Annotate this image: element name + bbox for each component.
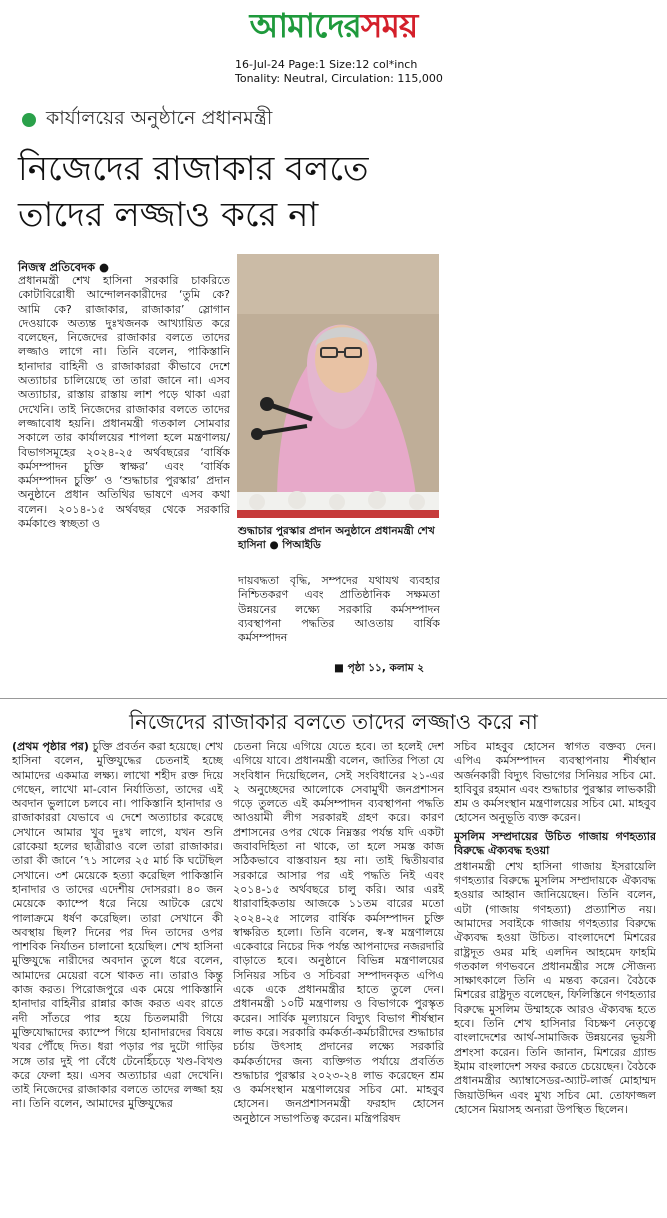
- photo-caption: শুদ্ধাচার পুরস্কার প্রদান অনুষ্ঠানে প্রধানমন্ত্রী শেখ হাসিনা ● পিআইডি: [238, 525, 435, 551]
- col3-top-text: সচিব মাহবুব হোসেন স্বাগত বক্তব্য দেন। এপিএ কর্মসম্পাদন ব্যবস্থাপনায় শীর্ষস্থান অর্জনকারী বিদ্যুৎ বিভাগের সিনিয়র সচিব মো. হাবিবুর রহমান এবং শুদ্ধাচার পুরস্কার লাভকারী শ্রম ও কর্মসংস্থান মন্ত্রণালয়ের সচিব মো. মাহবুব হোসেন অনুভূতি ব্যক্ত করেন।: [454, 740, 656, 825]
- photo: [237, 254, 439, 518]
- lead-text: প্রধানমন্ত্রী শেখ হাসিনা সরকারি চাকরিতে কোটাবিরোধী আন্দোলনকারীদের ‘তুমি কে? আমি কে? রাজাকার, রাজাকার’ স্লোগান দেওয়াকে অত্যন্ত দুঃখজনক আখ্যায়িত করে বলেছেন, নিজেদের রাজাকার বলতে তাদের লজ্জাও লাগে না। তিনি বলেন, পাকিস্তানি হানাদার বাহিনী ও রাজাকাররা কীভাবে দেশে অত্যাচার চালিয়েছে তা তারা জানে না। এসব অত্যাচার, রাস্তায় রাস্তায় লাশ পড়ে থাকা এরা দেখেনি। তাই নিজেদের রাজাকার বলতে তাদের লজ্জাবোধ হয়নি। প্রধানমন্ত্রী গতকাল সোমবার সকালে তার কার্যালয়ের শাপলা হলে মন্ত্রণালয়/বিভাগসমূহের ২০২৪-২৫ অর্থবছরের ‘বার্ষিক কর্মসম্পাদন চুক্তি স্বাক্ষর’ এবং ‘বার্ষিক কর্মসম্পাদন চুক্তি’ ও ‘শুদ্ধাচার পুরস্কার’ প্রদান অনুষ্ঠানে প্রধান অতিথির ভাষণে এসব কথা বলেন। ২০১৪-১৫ অর্থবছর থেকে সরকারি কর্মকাণ্ডে স্বচ্ছতা ও: [18, 274, 230, 531]
- masthead-part1: আমাদের: [249, 6, 361, 45]
- bullet-dot-icon: [22, 113, 36, 127]
- jump-reference: ■ পৃষ্ঠা ১১, কলাম ২: [330, 661, 424, 678]
- continuation-column-1: [12, 740, 223, 1208]
- from-page-label: (প্রথম পৃষ্ঠার পর): [12, 740, 89, 753]
- lead-column: [18, 274, 230, 672]
- masthead: [0, 0, 667, 45]
- col2-text: চেতনা নিয়ে এগিয়ে যেতে হবে। তা হলেই দেশ এগিয়ে যাবে। প্রধানমন্ত্রী বলেন, জাতির পিতা যে সংবিধান দিয়েছিলেন, সেই সংবিধানের ২১-এর ২ অনুচ্ছেদের আলোকে সেবামুখী জনপ্রশাসন গড়ে তুলতে এই কর্মসম্পাদন ব্যবস্থাপনা পদ্ধতি আওয়ামী লীগ সরকারই গ্রহণ করে। কারণ প্রশাসনের ওপর থেকে নিম্নস্তর পর্যন্ত যদি একটা জবাবদিহিতা না থাকে, তা হলে সমস্ত কাজ সঠিকভাবে বাস্তবায়ন হয় না। তাই দ্বিতীয়বার সরকারে আসার পর এই পদ্ধতি নিই এবং ২০১৪-১৫ অর্থবছরে চালু করি। আর এরই ধারাবাহিকতায় আজকে ১১তম বারের মতো ২০২৪-২৫ সালের বার্ষিক কর্মসম্পাদন চুক্তি স্বাক্ষরিত হলো। তিনি বলেন, স্ব-স্ব মন্ত্রণালয়ে একেবারে নিচের দিক পর্যন্ত আপনাদের নজরদারি বাড়াতে হবে। অনুষ্ঠানে বিভিন্ন মন্ত্রণালয়ের সিনিয়র সচিব ও সচিবরা সম্পাদনকৃত এপিএ একে একে প্রধানমন্ত্রীর হাতে তুলে দেন। প্রধানমন্ত্রী ১০টি মন্ত্রণালয় ও বিভাগকে পুরস্কৃত করেন। সার্বিক মূল্যায়নে বিদ্যুৎ বিভাগ শীর্ষস্থান লাভ করে। সরকারি কর্মকর্তা-কর্মচারীদের শুদ্ধাচার চর্চায় উৎসাহ প্রদানের লক্ষ্যে সরকারি কর্মকর্তাদের জন্য ব্যক্তিগত পর্যায়ে প্রবর্তিত শুদ্ধাচার পুরস্কার ২০২৩-২৪ লাভ করেছেন শ্রম ও কর্মসংস্থান মন্ত্রণালয়ের সচিব মো. মাহবুব হোসেন। জনপ্রশাসনমন্ত্রী ফরহাদ হোসেন অনুষ্ঠানে সভাপতিত্ব করেন। মন্ত্রিপরিষদ: [233, 740, 444, 1125]
- clipping-meta: [235, 58, 515, 86]
- kicker: [22, 106, 442, 134]
- meta-line2: Tonality: Neutral, Circulation: 115,000: [235, 72, 443, 85]
- prime-minister-photo-icon: [237, 254, 439, 518]
- col1-text: চুক্তি প্রবর্তন করা হয়েছে। শেখ হাসিনা বলেন, মুক্তিযুদ্ধের চেতনাই হচ্ছে আমাদের একমাত্র লক্ষ্য। লাখো শহীদ রক্ত দিয়ে গেছেন, লাখো মা-বোন নির্যাতিতা, তাদের এই অবদান ভুলালে চলবে না। পাকিস্তানি হানাদার ও রাজাকাররা যেভাবে এ দেশে অত্যাচার করেছে সেখানে আমার খুব দুঃখ লাগে, যখন শুনি রোকেয়া হলের ছাত্রীরাও বলে তারা রাজাকার। তারা কী জানে ’৭১ সালের ২৫ মার্চ কি ঘটেছিল সেখানে। ৩শ মেয়েকে হত্যা করেছিল পাকিস্তানি হানাদার ও তাদের এদেশীয় দোসররা। ৪০ জন মেয়েকে ক্যাম্পে ধরে নিয়ে আটকে রেখে পালাক্রমে ধর্ষণ করেছিল। তারা সেখানে কী অবস্থায় ছিল? দিনের পর দিন তাদের ওপর পাশবিক নির্যাতন চালানো হয়েছিল। শেখ হাসিনা মুক্তিযুদ্ধে নারীদের অবদান তুলে ধরে বলেন, আমাদের মেয়েরা বসে থাকত না। তারাও কিন্তু কাজ করত। পিরোজপুরে এক মেয়ে পাকিস্তানি হানাদার বাহিনীর রান্নার কাজ করত এবং রাতে নদী সাঁতরে পার হয়ে চিতলমারী গিয়ে মুক্তিযোদ্ধাদের ক্যাম্পে গিয়ে হানাদারদের বিষয়ে খবর পৌঁছে দিত। ধরা পড়ার পর দুটো গাড়ির সঙ্গে তার দুই পা বেঁধে টেনেহিঁচড়ে খণ্ড-বিখণ্ড করে ফেলা হয়। এসব অত্যাচার এরা দেখেনি। তাই নিজেদের রাজাকার বলতে তাদের লজ্জা হয় না। তিনি বলেন, আমাদের মুক্তিযুদ্ধের: [12, 740, 223, 1111]
- lead-cont-text: দায়বদ্ধতা বৃদ্ধি, সম্পদের যথাযথ ব্যবহার নিশ্চিতকরণ এবং প্রাতিষ্ঠানিক সক্ষমতা উন্নয়নের লক্ষ্যে সরকারি কর্মসম্পাদন ব্যবস্থাপনা পদ্ধতির আওতায় বার্ষিক কর্মসম্পাদন: [238, 574, 440, 645]
- subhead: মুসলিম সম্প্রদায়ের উচিত গাজায় গণহত্যার বিরুদ্ধে ঐক্যবদ্ধ হওয়া: [454, 829, 656, 857]
- continuation-column-2: [233, 740, 444, 1208]
- meta-line1: 16-Jul-24 Page:1 Size:12 col*inch: [235, 58, 418, 71]
- headline-line1: নিজেদের রাজাকার বলতে: [18, 149, 369, 189]
- kicker-text: কার্যালয়ের অনুষ্ঠানে প্রধানমন্ত্রী: [46, 107, 273, 129]
- continuation-headline: নিজেদের রাজাকার বলতে তাদের লজ্জাও করে না: [129, 710, 538, 734]
- continuation-column-3: [454, 740, 656, 1208]
- headline-line2: তাদের লজ্জাও করে না: [18, 195, 319, 235]
- masthead-part2: সময়: [360, 6, 418, 45]
- section-divider: [0, 698, 667, 699]
- col3-bottom-text: প্রধানমন্ত্রী শেখ হাসিনা গাজায় ইসরায়েলি গণহত্যার বিরুদ্ধে মুসলিম সম্প্রদায়কে ঐক্যবদ্ধ হওয়ার আহ্বান জানিয়েছেন। তিনি বলেন, এটা (গাজায় গণহত্যা) প্রত্যাশিত নয়। আমাদের সবাইকে গাজায় গণহত্যার বিরুদ্ধে ঐক্যবদ্ধ হওয়া উচিত। বাংলাদেশে মিশরের রাষ্ট্রদূত ওমর মহি এলদিন আহমেদ ফাহমি গতকাল গণভবনে প্রধানমন্ত্রীর সঙ্গে সৌজন্য সাক্ষাৎকালে তিনি এ মন্তব্য করেন। বৈঠকে মিশরের রাষ্ট্রদূত বলেছেন, ফিলিস্তিনে গণহত্যার বিরুদ্ধে মুসলিম উম্মাহকে আরও ঐক্যবদ্ধ হতে হবে। তিনি শেখ হাসিনার বিচক্ষণ নেতৃত্বে বাংলাদেশের আর্থ-সামাজিক উন্নয়নের ভূয়সী প্রশংসা করেন। তিনি জানান, মিশরের গ্র্যান্ড ইমাম বাংলাদেশ সফর করতে চেয়েছেন। বৈঠকে প্রধানমন্ত্রীর অ্যাম্বাসেডর-অ্যাট-লার্জ মোহাম্মদ জিয়াউদ্দিন এবং মুখ্য সচিব মো. তোফাজ্জল হোসেন মিয়াসহ অন্যরা উপস্থিত ছিলেন।: [454, 859, 656, 1116]
- page-headline: [18, 146, 458, 238]
- byline: নিজস্ব প্রতিবেদক ●: [18, 260, 110, 274]
